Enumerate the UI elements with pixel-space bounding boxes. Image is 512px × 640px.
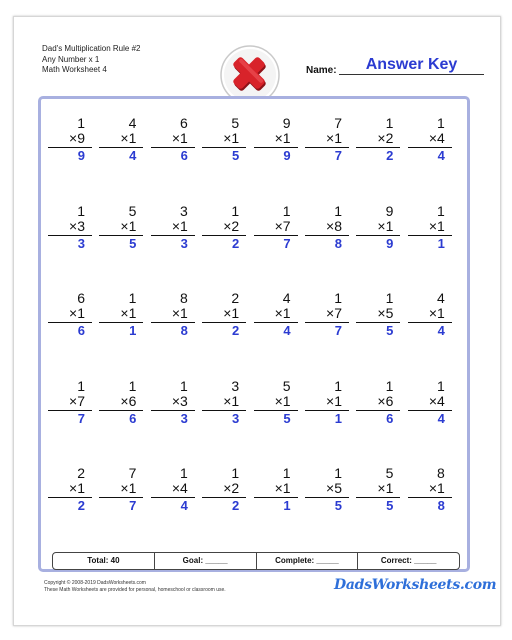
problem-top-number: 5	[282, 377, 291, 394]
problem-card	[408, 379, 452, 441]
name-label: Name:	[306, 65, 337, 76]
problem-card	[254, 466, 298, 528]
problem-multiplier: ×4	[408, 131, 452, 148]
problem-answer: 4	[437, 410, 445, 426]
problem-multiplier: ×1	[408, 219, 452, 236]
problem-answer: 7	[283, 235, 291, 251]
problem-top-number: 4	[128, 115, 137, 131]
problem-multiplier: ×9	[48, 131, 92, 148]
problem-top-number: 1	[77, 202, 85, 219]
problem-top-number: 1	[334, 377, 342, 394]
problem-multiplier: ×1	[151, 306, 195, 323]
problem-multiplier: ×2	[356, 131, 400, 148]
problem-multiplier: ×7	[305, 306, 349, 323]
problem-top-number: 3	[180, 202, 188, 219]
problem-top-number: 1	[385, 377, 394, 394]
problem-answer: 3	[180, 235, 188, 251]
problem-top-number: 7	[128, 465, 137, 481]
problem-answer: 6	[180, 148, 188, 163]
worksheet-number: Math Worksheet 4	[42, 65, 107, 74]
problem-top-number: 5	[231, 115, 240, 131]
problem-answer: 4	[437, 148, 445, 163]
problem-top-number: 9	[282, 115, 291, 131]
problem-multiplier: ×8	[305, 219, 349, 236]
problem-card	[99, 204, 143, 266]
problem-answer: 2	[231, 323, 240, 338]
problem-top-number: 1	[282, 202, 291, 219]
problem-top-number: 1	[334, 202, 342, 219]
problem-multiplier: ×6	[99, 394, 143, 411]
problem-answer: 6	[386, 410, 394, 426]
problem-card	[202, 466, 246, 528]
problem-multiplier: ×1	[202, 131, 246, 148]
problem-answer: 4	[180, 498, 188, 513]
problem-top-number: 9	[385, 202, 394, 219]
problem-top-number: 1	[128, 290, 137, 306]
problem-top-number: 5	[385, 465, 394, 481]
answer-key-label: Answer Key	[365, 56, 458, 73]
goal-field: Goal: _____	[155, 553, 257, 569]
problem-card	[99, 379, 143, 441]
problem-top-number: 6	[77, 290, 85, 306]
problem-answer: 6	[129, 410, 137, 426]
problem-answer: 1	[334, 410, 342, 426]
problem-answer: 9	[386, 235, 394, 251]
problem-card	[305, 204, 349, 266]
problem-top-number: 1	[231, 465, 240, 481]
correct-field: Correct: _____	[380, 556, 437, 565]
problem-top-number: 1	[77, 115, 85, 131]
problem-answer: 5	[231, 148, 240, 163]
problem-answer: 2	[231, 235, 240, 251]
problem-top-number: 1	[282, 465, 291, 481]
problem-top-number: 7	[334, 115, 342, 131]
problem-top-number: 1	[385, 115, 394, 131]
problem-multiplier: ×4	[151, 481, 195, 498]
complete-field: Complete: _____	[257, 553, 359, 569]
problem-card	[408, 291, 452, 353]
problem-answer: 5	[283, 410, 291, 426]
problem-card	[151, 116, 195, 178]
problem-top-number: 4	[437, 290, 445, 306]
problem-answer: 3	[231, 410, 240, 426]
problem-multiplier: ×7	[48, 394, 92, 411]
problem-card	[305, 116, 349, 178]
problem-answer: 2	[386, 148, 394, 163]
problems-grid	[48, 116, 460, 536]
problem-card	[305, 466, 349, 528]
problem-top-number: 2	[77, 465, 85, 481]
problem-top-number: 1	[180, 465, 188, 481]
problem-answer: 3	[180, 410, 188, 426]
problem-top-number: 1	[180, 377, 188, 394]
problem-card	[408, 204, 452, 266]
problem-card	[202, 204, 246, 266]
problem-answer: 8	[437, 498, 445, 513]
problem-multiplier: ×1	[254, 306, 298, 323]
problem-multiplier: ×1	[202, 306, 246, 323]
problem-card	[48, 291, 92, 353]
problem-card	[408, 116, 452, 178]
problem-top-number: 1	[231, 202, 240, 219]
problem-multiplier: ×1	[254, 131, 298, 148]
problem-top-number: 6	[180, 115, 188, 131]
problem-answer: 5	[334, 498, 342, 513]
problem-answer: 2	[231, 498, 240, 513]
problem-top-number: 8	[437, 465, 445, 481]
problem-card	[48, 466, 92, 528]
problem-card	[254, 204, 298, 266]
brand-logo	[334, 577, 497, 599]
brand-part-worksheets: Worksheets.com	[371, 577, 497, 593]
problem-answer: 5	[386, 498, 394, 513]
problem-card	[48, 379, 92, 441]
problem-card	[151, 204, 195, 266]
problem-answer: 5	[386, 323, 394, 338]
problem-multiplier: ×1	[356, 219, 400, 236]
problem-multiplier: ×1	[356, 481, 400, 498]
problem-multiplier: ×1	[202, 394, 246, 411]
problem-answer: 8	[180, 323, 188, 338]
problem-multiplier: ×2	[202, 481, 246, 498]
problem-multiplier: ×1	[151, 131, 195, 148]
problem-multiplier: ×1	[48, 481, 92, 498]
problem-multiplier: ×1	[254, 481, 298, 498]
problem-card	[356, 291, 400, 353]
problem-answer: 4	[283, 323, 291, 338]
problem-multiplier: ×3	[151, 394, 195, 411]
problem-multiplier: ×1	[305, 131, 349, 148]
name-field	[339, 55, 484, 75]
worksheet-title: Dad's Multiplication Rule #2	[42, 44, 141, 53]
problem-card	[99, 466, 143, 528]
problem-answer: 4	[129, 148, 137, 163]
copyright-notice	[44, 580, 226, 594]
problem-answer: 4	[437, 323, 445, 338]
problem-top-number: 1	[334, 290, 342, 306]
problem-top-number: 1	[77, 377, 85, 394]
score-footer	[52, 552, 460, 570]
problem-top-number: 1	[128, 377, 137, 394]
problem-multiplier: ×5	[356, 306, 400, 323]
problem-card	[356, 379, 400, 441]
worksheet-header-info	[42, 44, 140, 76]
problem-top-number: 3	[231, 377, 240, 394]
problem-top-number: 8	[180, 290, 188, 306]
worksheet-subtitle: Any Number x 1	[42, 54, 100, 64]
problem-top-number: 1	[437, 377, 445, 394]
problem-card	[202, 379, 246, 441]
problem-card	[356, 204, 400, 266]
problem-top-number: 1	[385, 290, 394, 306]
problem-multiplier: ×6	[356, 394, 400, 411]
problem-multiplier: ×2	[202, 219, 246, 236]
problem-card	[254, 379, 298, 441]
total-count: Total: 40	[53, 553, 155, 569]
problem-top-number: 1	[437, 202, 445, 219]
usage-line: These Math Worksheets are provided for personal, homeschool or classroom use.	[44, 587, 226, 593]
problem-card	[99, 116, 143, 178]
problem-card	[254, 116, 298, 178]
problem-multiplier: ×1	[408, 481, 452, 498]
problem-multiplier: ×1	[99, 219, 143, 236]
problem-card	[48, 204, 92, 266]
brand-part-dads: Dads	[334, 577, 372, 593]
problem-answer: 6	[77, 323, 85, 338]
problem-multiplier: ×1	[305, 394, 349, 411]
problem-multiplier: ×1	[254, 394, 298, 411]
problem-card	[48, 116, 92, 178]
problem-answer: 5	[129, 235, 137, 251]
problem-multiplier: ×5	[305, 481, 349, 498]
problem-answer: 9	[77, 148, 85, 163]
problem-card	[151, 466, 195, 528]
problem-multiplier: ×3	[48, 219, 92, 236]
problem-answer: 3	[77, 235, 85, 251]
problem-multiplier: ×1	[99, 306, 143, 323]
problem-multiplier: ×7	[254, 219, 298, 236]
problem-answer: 1	[129, 323, 137, 338]
problem-answer: 7	[334, 323, 342, 338]
problem-top-number: 1	[437, 115, 445, 131]
problem-answer: 9	[283, 148, 291, 163]
problem-card	[356, 466, 400, 528]
problem-multiplier: ×1	[408, 306, 452, 323]
copyright-line: Copyright © 2008-2019 DadsWorksheets.com	[44, 580, 146, 586]
problem-card	[202, 116, 246, 178]
problem-answer: 1	[437, 235, 445, 251]
problem-answer: 7	[334, 148, 342, 163]
problem-card	[305, 379, 349, 441]
problem-answer: 1	[283, 498, 291, 513]
problem-answer: 2	[77, 498, 85, 513]
problem-multiplier: ×1	[99, 481, 143, 498]
problem-multiplier: ×4	[408, 394, 452, 411]
problem-answer: 7	[77, 410, 85, 426]
problem-top-number: 5	[128, 202, 137, 219]
problem-card	[99, 291, 143, 353]
problem-card	[254, 291, 298, 353]
problem-card	[202, 291, 246, 353]
problem-card	[356, 116, 400, 178]
problem-top-number: 4	[282, 290, 291, 306]
problem-card	[408, 466, 452, 528]
problem-card	[305, 291, 349, 353]
problem-card	[151, 291, 195, 353]
problem-card	[151, 379, 195, 441]
problem-multiplier: ×1	[151, 219, 195, 236]
problem-multiplier: ×1	[48, 306, 92, 323]
problem-answer: 8	[334, 235, 342, 251]
problem-top-number: 2	[231, 290, 240, 306]
problem-answer: 7	[129, 498, 137, 513]
problem-multiplier: ×1	[99, 131, 143, 148]
problem-top-number: 1	[334, 465, 342, 481]
